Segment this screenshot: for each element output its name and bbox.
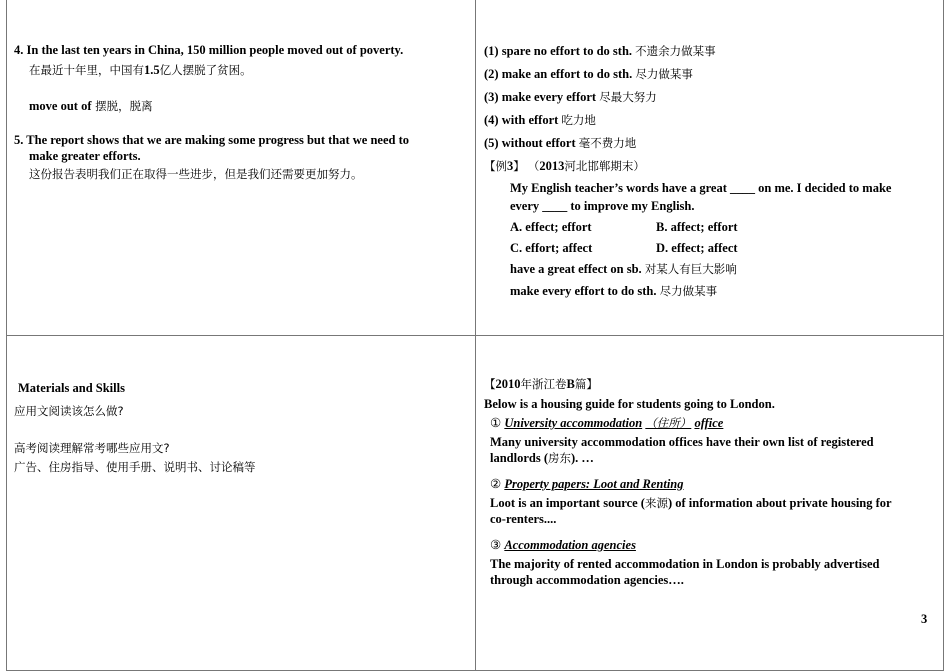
section-2-body-line1: Loot is an important source (来源) of information about private housing for bbox=[490, 496, 892, 510]
note-make-every-effort: make every effort to do sth. 尽力做某事 bbox=[510, 284, 718, 298]
item-5-chinese: 这份报告表明我们正在取得一些进步，但是我们还需要更加努力。 bbox=[29, 167, 363, 181]
phrase-3: (3) make every effort 尽最大努力 bbox=[484, 90, 657, 104]
example-sentence-line1: My English teacher’s words have a great ____ on me. I decided to make bbox=[510, 181, 892, 195]
page-number: 3 bbox=[921, 612, 928, 626]
item-4-english: 4. In the last ten years in China, 150 million people moved out of poverty. bbox=[14, 43, 404, 57]
section-3-body-line1: The majority of rented accommodation in London is probably advertised bbox=[490, 557, 880, 571]
section-3-body-line2: through accommodation agencies…. bbox=[490, 573, 684, 587]
option-c: C. effort; affect bbox=[510, 241, 593, 255]
section-1-title: ① University accommodation （住所） office bbox=[490, 416, 724, 430]
phrase-4: (4) with effort 吃力地 bbox=[484, 113, 596, 127]
passage-intro: Below is a housing guide for students going to London. bbox=[484, 397, 775, 411]
section-2-title: ② Property papers: Loot and Renting bbox=[490, 477, 684, 491]
phrase-1: (1) spare no effort to do sth. 不遗余力做某事 bbox=[484, 44, 716, 58]
phrase-5: (5) without effort 毫不费力地 bbox=[484, 136, 637, 150]
option-d: D. effect; affect bbox=[656, 241, 738, 255]
passage-source-tag: 【2010年浙江卷B篇】 bbox=[484, 377, 598, 391]
section-1-body-line1: Many university accommodation offices have their own list of registered bbox=[490, 435, 874, 449]
phrase-2: (2) make an effort to do sth. 尽力做某事 bbox=[484, 67, 693, 81]
section-heading: Materials and Skills bbox=[18, 381, 125, 395]
answer-line-3: 广告、住房指导、使用手册、说明书、讨论稿等 bbox=[14, 460, 256, 474]
item-4-chinese: 在最近十年里，中国有1.5亿人摆脱了贫困。 bbox=[29, 63, 252, 77]
item-5-english-line2: make greater efforts. bbox=[29, 149, 141, 163]
section-2-body-line2: co-renters.... bbox=[490, 512, 557, 526]
question-line-1: 应用文阅读该怎么做? bbox=[14, 404, 124, 418]
phrase-move-out-of: move out of 摆脱，脱离 bbox=[29, 99, 153, 113]
section-1-body-line2: landlords (房东). … bbox=[490, 451, 594, 465]
question-line-2: 高考阅读理解常考哪些应用文? bbox=[14, 441, 170, 455]
example-3-label: 【例3】 （2013河北邯郸期末） bbox=[484, 159, 645, 173]
horizontal-divider bbox=[6, 335, 944, 336]
section-3-title: ③ Accommodation agencies bbox=[490, 538, 636, 552]
item-5-english-line1: 5. The report shows that we are making some progress but that we need to bbox=[14, 133, 410, 147]
example-sentence-line2: every ____ to improve my English. bbox=[510, 199, 695, 213]
note-effect: have a great effect on sb. 对某人有巨大影响 bbox=[510, 262, 737, 276]
option-a: A. effect; effort bbox=[510, 220, 592, 234]
option-b: B. affect; effort bbox=[656, 220, 738, 234]
